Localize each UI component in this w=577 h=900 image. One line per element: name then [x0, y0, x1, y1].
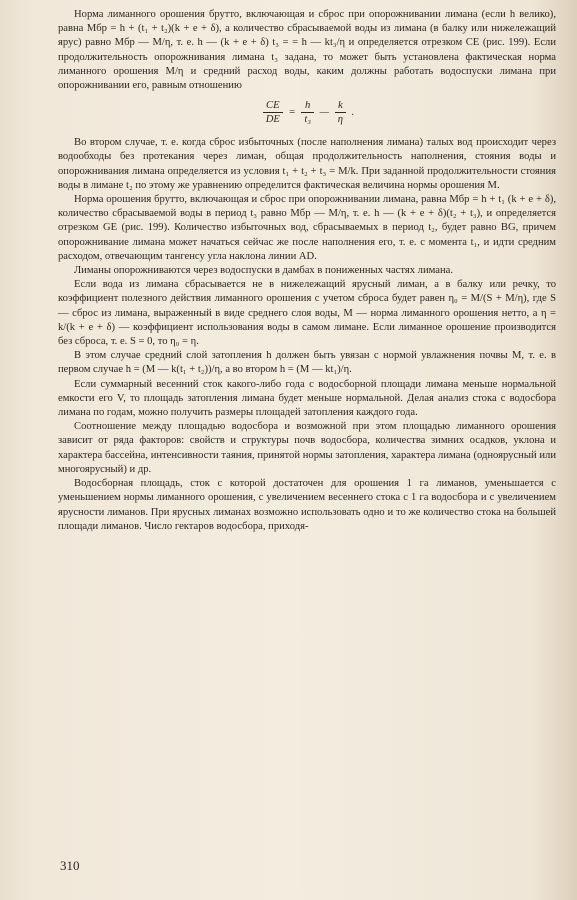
paragraph: Норма лиманного орошения брутто, включающая и сброс при опорожнивании лимана (если h велико), равна Mбр = h + (t₁ + t₂)(k + e + δ), а количество сбрасываемой воды из лимана (в балку или нижележащий ярус) равно Mбр — M/η, т. е. h — (k + e + δ) t₃ = = h — kt₃/η и определяется отрезком CE (рис. 199). Если продолжительность опорожнивания лимана t₃ задана, то может быть установлена фактическая норма лиманного орошения M/η и средний расход воды, каким должны работать водоспуски лимана при опорожнивании его, равным отношению: [58, 9, 556, 92]
fraction: $\frac{k}{\eta}$: [335, 99, 346, 126]
formula-ce-de: $\frac{CE}{DE}$ = $\frac{h}{\text{t₃}}$ — $\frac{k}{\eta}$ .: [58, 99, 556, 126]
paragraph: Если вода из лимана сбрасывается не в нижележащий ярусный лиман, а в балку или речку, то коэффициент полезного действия лиманного орошения с учетом сброса будет равен η₀ = M/(S + M/η), где S — сброс из лимана, выраженный в виде среднего слоя воды, M — норма лиманного орошения нетто, а η = k/(k + e + δ) — коэффициент использования воды в самом лимане. Если лиманное орошение производится без сброса, т. е. S = 0, то η₀ = η.: [58, 279, 556, 348]
fraction: $\frac{h}{\text{t₃}}$: [301, 99, 314, 126]
paragraph: Соотношение между площадью водосбора и возможной при этом площадью лиманного орошения зависит от ряда факторов: свойств и структуры почв водосбора, количества зимних осадков, уклона и характера бассейна, интенсивности таяния, принятой нормы затопления, характера лимана (одноярусный или многоярусный) и др.: [58, 421, 556, 475]
paragraph: Во втором случае, т. е. когда сброс избыточных (после наполнения лимана) талых вод происходит через водообходы без протекания через лиман, общая продолжительность наполнения, стояния воды и опорожнивания лимана определяется из условия t₁ + t₂ + t₃ = M/k. При заданной продолжительности стояния воды в лимане t₂ по этому же уравнению определится фактическая величина нормы орошения M.: [58, 137, 556, 191]
page-number: 310: [60, 858, 80, 873]
fraction: $\frac{CE}{DE}$: [263, 99, 283, 126]
paragraph: Водосборная площадь, сток с которой достаточен для орошения 1 га лиманов, уменьшается с уменьшением нормы лиманного орошения, с увеличением весеннего стока с 1 га водосбора и с увеличением ярусности лиманов. При ярусных лиманах возможно использовать одно и то же количество стока на большей площади лиманов. Число гектаров водосбора, приходя-: [58, 478, 556, 532]
paragraph: Лиманы опорожниваются через водоспуски в дамбах в пониженных частях лимана.: [74, 265, 453, 277]
paragraph: Если суммарный весенний сток какого-либо года с водосборной площади лимана меньше нормальной емкости его V, то площадь затопления лимана будет меньше нормальной. Делая анализ стока с водосбора лимана по годам, можно получить размеры площадей затопления каждого года.: [58, 378, 556, 419]
paragraph: Норма орошения брутто, включающая и сброс при опорожнивании лимана, равна Mбр = h + t₁ (k + e + δ), количество сбрасываемой воды в период t₃ равно Mбр — M/η, т. е. h — (k + e + δ)(t₂ + t₃), и определяется отрезком GE (рис. 199). Количество избыточных вод, сбрасываемых в период t₂, будет равно BG, причем опорожнивание лимана может начаться сейчас же после наполнения его, т. е. с момента t₁, и идти средним расходом, отвечающим тангенсу угла наклона линии AD.: [58, 194, 556, 262]
paragraph: В этом случае средний слой затопления h должен быть увязан с нормой увлажнения почвы M, т. е. в первом случае h = (M — k(t₁ + t₂))/η, а во втором h = (M — kt₁)/η.: [58, 350, 556, 376]
page-body: [58, 8, 556, 534]
